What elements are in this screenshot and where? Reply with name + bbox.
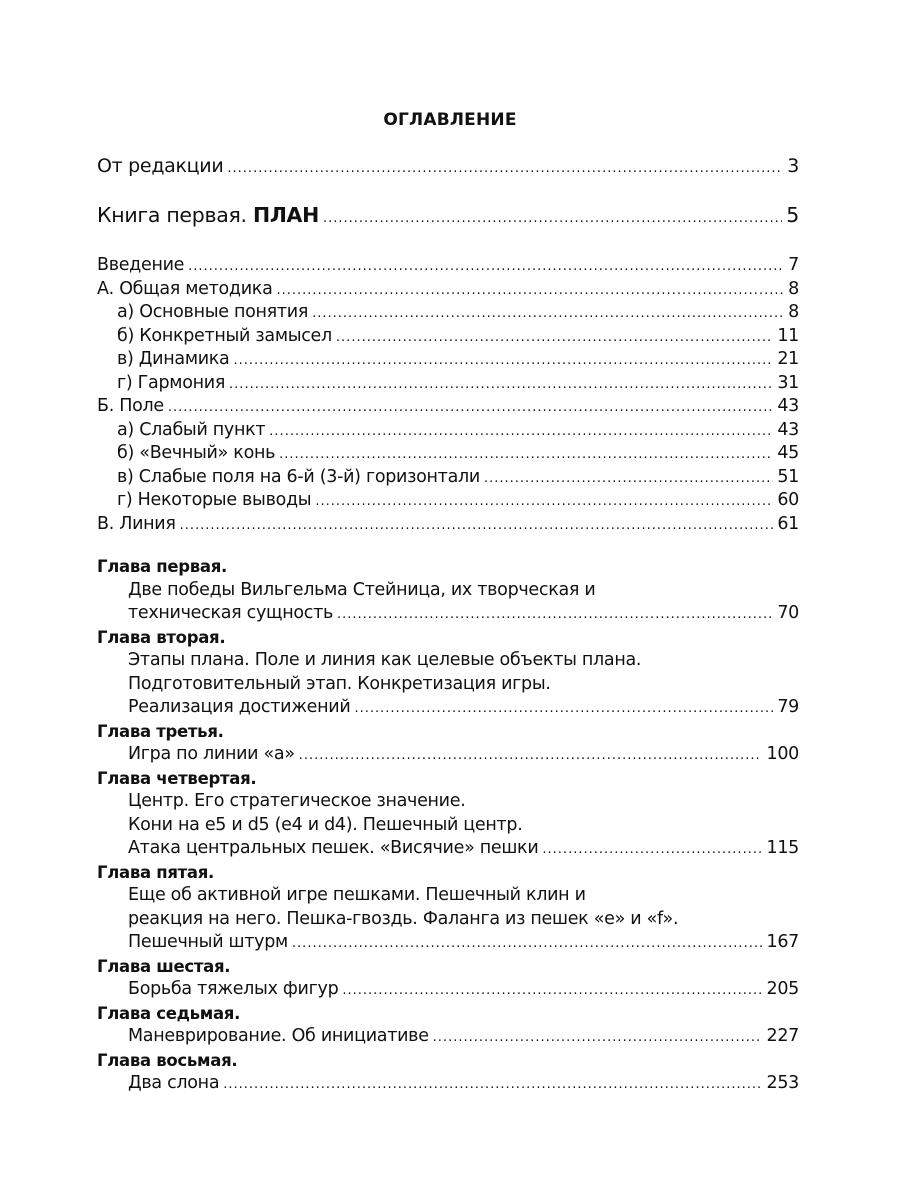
entry-title: Глава третья. — [97, 721, 224, 741]
entry-title: в) Динамика — [117, 349, 230, 369]
dot-leader — [188, 255, 784, 279]
dot-leader — [342, 979, 762, 1003]
entry-title: а) Основные понятия — [117, 302, 309, 322]
toc-book — [97, 204, 799, 228]
entry-title: Два слона — [128, 1073, 220, 1093]
toc-entry — [97, 555, 799, 579]
toc-part-one — [97, 254, 799, 536]
toc-entry — [97, 254, 799, 278]
toc-entry — [97, 884, 799, 908]
page-number: 100 — [766, 744, 799, 764]
entry-title: Две победы Вильгельма Стейница, их творческая и — [128, 579, 596, 600]
toc-entry — [97, 1072, 799, 1096]
entry-title: Подготовительный этап. Конкретизация игры. — [128, 673, 551, 694]
entry-title: г) Некоторые выводы — [117, 490, 312, 510]
toc-entry — [97, 861, 799, 885]
entry-title: А. Общая методика — [97, 278, 273, 299]
page-number: 43 — [777, 419, 799, 440]
entry-title: Б. Поле — [97, 396, 164, 416]
toc-entry — [97, 790, 799, 814]
dot-leader — [299, 744, 763, 768]
page-number: 115 — [766, 838, 799, 858]
page-number: 61 — [777, 513, 799, 534]
entry-title: техническая сущность — [128, 603, 333, 623]
dot-leader — [229, 373, 773, 397]
toc-entry — [97, 489, 799, 513]
page-number: 45 — [777, 443, 799, 463]
dot-leader — [292, 932, 763, 956]
toc-entry — [97, 673, 799, 697]
toc-entry — [97, 278, 799, 302]
page-number: 8 — [788, 278, 799, 299]
toc-entry — [97, 466, 799, 490]
toc-entry — [97, 931, 799, 955]
toc-entry — [97, 720, 799, 744]
entry-title: Глава вторая. — [97, 627, 226, 647]
page-number: 21 — [777, 349, 799, 369]
entry-title: б) Конкретный замысел — [117, 325, 332, 346]
toc-entry — [97, 1002, 799, 1026]
toc-entry — [97, 301, 799, 325]
page-number: 60 — [777, 490, 799, 510]
toc-entry — [97, 649, 799, 673]
page-number: 253 — [766, 1073, 799, 1093]
toc-entry — [97, 579, 799, 603]
entry-title: Центр. Его стратегическое значение. — [128, 791, 466, 811]
dot-leader — [180, 514, 774, 538]
page-number: 31 — [777, 372, 799, 393]
toc-entry — [97, 395, 799, 419]
toc-entry — [97, 1025, 799, 1049]
toc-chapters — [97, 555, 799, 1096]
toc-entry — [97, 743, 799, 767]
dot-leader — [312, 302, 784, 326]
toc-entry — [97, 955, 799, 979]
dot-leader — [223, 1073, 762, 1097]
entry-title — [97, 204, 319, 228]
entry-title: Борьба тяжелых фигур — [128, 979, 339, 999]
entry-title: От редакции — [97, 155, 224, 177]
page-number: 5 — [786, 203, 799, 227]
page-number: 167 — [766, 932, 799, 952]
entry-title: а) Слабый пункт — [117, 419, 266, 440]
dot-leader — [337, 603, 773, 627]
entry-title: Глава седьмая. — [97, 1003, 241, 1023]
toc-entry — [97, 1049, 799, 1073]
toc-entry — [97, 348, 799, 372]
toc-entry — [97, 442, 799, 466]
entry-title: Еще об активной игре пешками. Пешечный клин и — [128, 885, 586, 905]
dot-leader — [227, 157, 783, 181]
page-number: 3 — [787, 155, 799, 177]
page-number: 79 — [777, 697, 799, 717]
page-number: 205 — [766, 979, 799, 999]
entry-title: Введение — [97, 255, 185, 275]
dot-leader — [279, 443, 773, 467]
book-label: Книга первая. — [97, 203, 253, 227]
page-number: 51 — [777, 466, 799, 487]
page-number: 7 — [788, 255, 799, 275]
entry-title: Глава пятая. — [97, 862, 215, 882]
entry-title: В. Линия — [97, 513, 176, 534]
toc-entry — [97, 602, 799, 626]
entry-title: Глава восьмая. — [97, 1050, 238, 1070]
page-title: ОГЛАВЛЕНИЕ — [383, 110, 517, 130]
entry-title: Кони на e5 и d5 (e4 и d4). Пешечный центр. — [128, 814, 523, 835]
page-number: 43 — [777, 396, 799, 416]
entry-title: Глава четвертая. — [97, 768, 257, 788]
entry-title: Реализация достижений — [128, 697, 351, 717]
dot-leader — [277, 279, 785, 303]
toc-entry — [97, 155, 799, 179]
entry-title: Этапы плана. Поле и линия как целевые объекты плана. — [128, 650, 642, 670]
toc-entry — [97, 204, 799, 228]
entry-title: реакция на него. Пешка-гвоздь. Фаланга из пешек «е» и «f». — [128, 908, 679, 929]
toc-entry — [97, 372, 799, 396]
dot-leader — [484, 467, 773, 491]
page-number: 227 — [766, 1026, 799, 1046]
page-number: 8 — [788, 302, 799, 322]
toc-entry — [97, 837, 799, 861]
entry-title: Маневрирование. Об инициативе — [128, 1026, 429, 1046]
entry-title: Пешечный штурм — [128, 932, 288, 952]
entry-title: Атака центральных пешек. «Висячие» пешки — [128, 838, 539, 858]
dot-leader — [542, 838, 762, 862]
dot-leader — [233, 349, 773, 373]
toc-intro — [97, 155, 799, 179]
toc-entry — [97, 814, 799, 838]
toc-entry — [97, 696, 799, 720]
dot-leader — [336, 326, 773, 350]
toc-entry — [97, 767, 799, 791]
toc-entry — [97, 978, 799, 1002]
dot-leader — [269, 420, 773, 444]
dot-leader — [168, 396, 773, 420]
entry-title: г) Гармония — [117, 372, 226, 393]
toc-entry — [97, 419, 799, 443]
toc-entry — [97, 325, 799, 349]
toc-entry — [97, 908, 799, 932]
entry-title: б) «Вечный» конь — [117, 443, 276, 463]
page-number: 70 — [777, 603, 799, 623]
entry-title: Глава шестая. — [97, 956, 231, 976]
page-number: 11 — [777, 325, 799, 346]
dot-leader — [323, 207, 782, 231]
dot-leader — [433, 1026, 763, 1050]
toc-entry — [97, 626, 799, 650]
dot-leader — [354, 697, 773, 721]
toc-entry — [97, 513, 799, 537]
entry-title: Игра по линии «а» — [128, 744, 295, 764]
book-title: ПЛАН — [252, 203, 319, 227]
entry-title: Глава первая. — [97, 557, 227, 576]
dot-leader — [315, 490, 773, 514]
entry-title: в) Слабые поля на 6-й (3-й) горизонтали — [117, 466, 480, 487]
